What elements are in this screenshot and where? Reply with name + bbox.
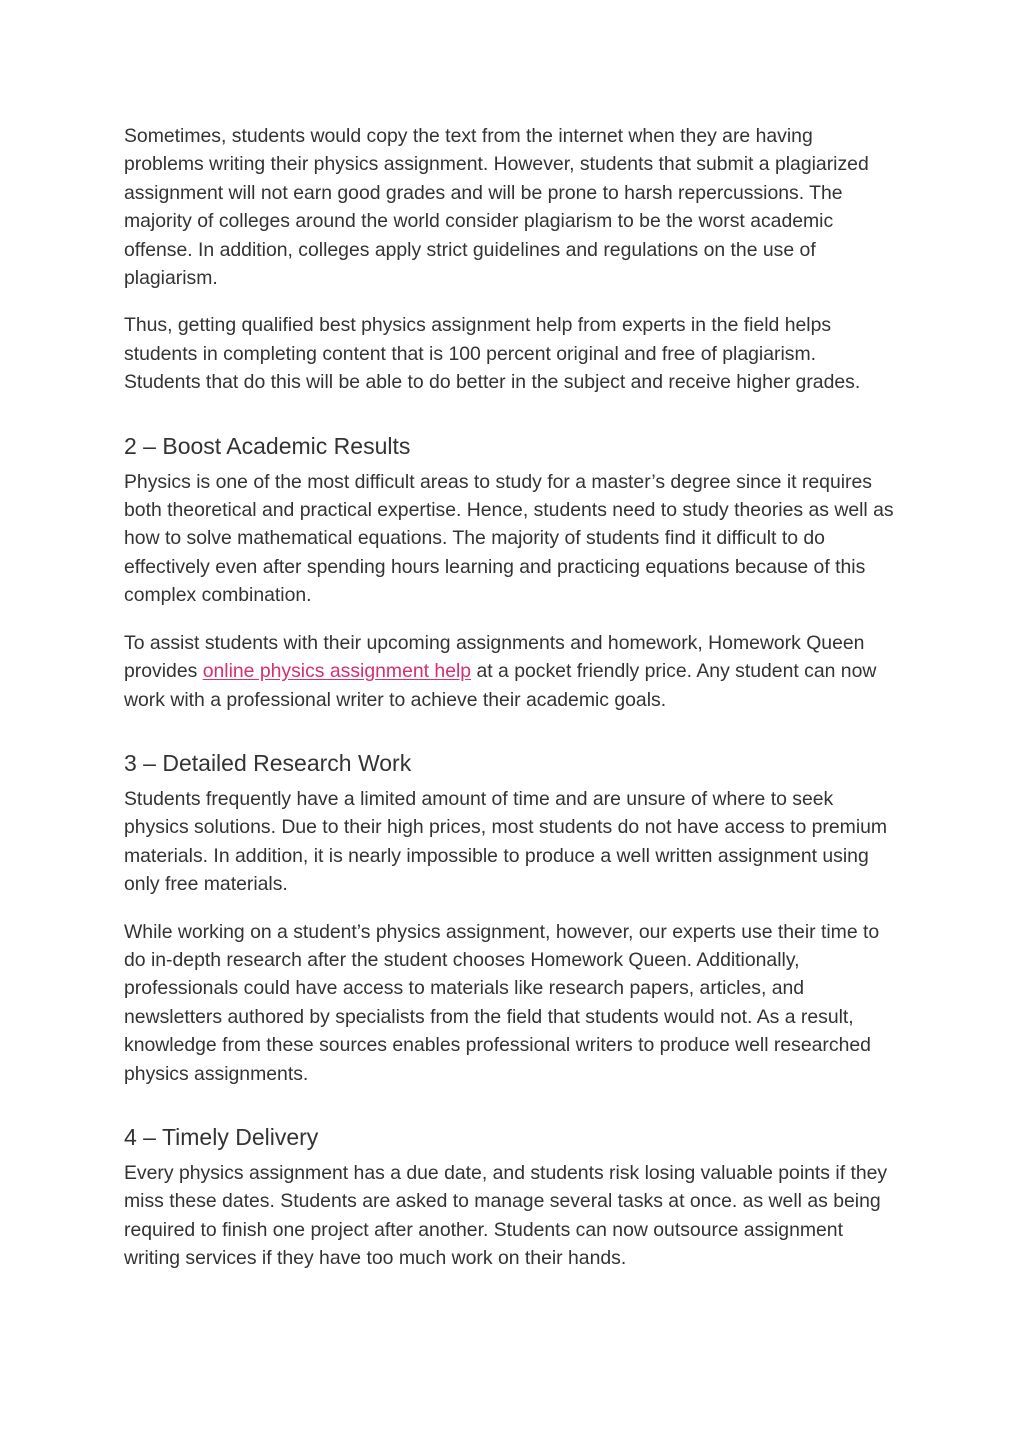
intro-paragraph-1: Sometimes, students would copy the text from the internet when they are having problems writing their physics assignment. However, students that submit a plagiarized assignment will not earn good grades and will be prone to harsh repercussions. The majority of colleges around the world consider plagiarism to be the worst academic offense. In addition, colleges apply strict guidelines and regulations on the use of plagiarism. (124, 125, 869, 290)
section-2-heading: 2 – Boost Academic Results (124, 432, 411, 459)
section-2-paragraph-2 (124, 629, 894, 714)
intro-paragraph-2: Thus, getting qualified best physics assignment help from experts in the field helps students in completing content that is 100 percent original and free of plagiarism. Students that do this will be able to do better in the subject and receive higher grades. (124, 314, 861, 394)
section-4-heading: 4 – Timely Delivery (124, 1123, 319, 1150)
section-4-paragraph-1: Every physics assignment has a due date, and students risk losing valuable points if they miss these dates. Students are asked to manage several tasks at once. as well as being required to finish one project after another. Students can now outsource assignment writing services if they have too much work on their hands. (124, 1161, 888, 1270)
online-physics-assignment-help-link[interactable]: online physics assignment help (202, 660, 472, 683)
section-3-paragraph-1: Students frequently have a limited amount of time and are unsure of where to seek physics solutions. Due to their high prices, most students do not have access to premium materials. In addition, it is nearly impossible to produce a well written assignment using only free materials. (124, 787, 888, 896)
section-3-paragraph-2: While working on a student’s physics assignment, however, our experts use their time to do in-depth research after the student chooses Homework Queen. Additionally, professionals could have access to materials like research papers, articles, and newsletters authored by specialists from the field that students would not. As a result, knowledge from these sources enables professional writers to produce well researched physics assignments. (124, 920, 880, 1085)
document-page (124, 122, 894, 1292)
section-3-heading: 3 – Detailed Research Work (124, 749, 412, 776)
section-2-paragraph-1: Physics is one of the most difficult areas to study for a master’s degree since it requires both theoretical and practical expertise. Hence, students need to study theories as well as how to solve mathematical equations. The majority of students find it difficult to do effectively even after spending hours learning and practicing equations because of this complex combination. (124, 470, 894, 607)
section-2-paragraph-2-text-after: at a pocket friendly price. Any student can now work with a professional writer to achieve their academic goals. (124, 660, 877, 711)
section-2-paragraph-2-text-before: To assist students with their upcoming assignments and homework, Homework Queen provides (124, 631, 865, 683)
